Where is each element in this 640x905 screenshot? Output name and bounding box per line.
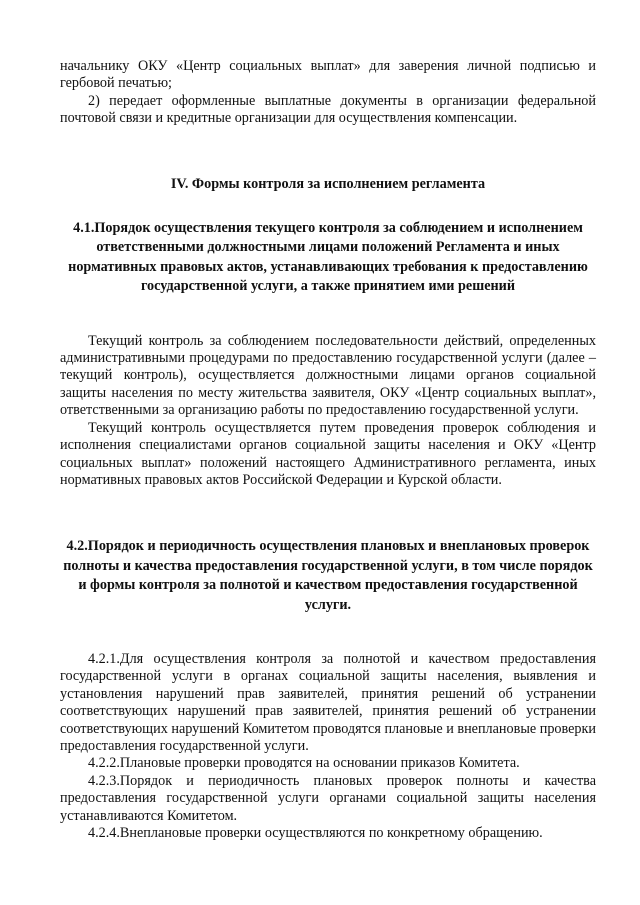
subsection-4-2-title: 4.2.Порядок и периодичность осуществления плановых и внеплановых проверок полноты и качества предоставления государственной услуги, в том числе порядок и формы контроля за полнотой и качеством предоставления государственной услуги. bbox=[63, 538, 593, 613]
subsection-4-2-paragraph-4: 4.2.4.Внеплановые проверки осуществляются по конкретному обращению. bbox=[88, 825, 543, 841]
intro-paragraph-2: 2) передает оформленные выплатные документы в организации федеральной почтовой связи и кредитные организации для осуществления компенсации. bbox=[60, 92, 596, 127]
subsection-4-1-paragraph-1: Текущий контроль за соблюдением последовательности действий, определенных административными процедурами по предоставлению государственной услуги (далее – текущий контроль), осуществляется должностными лицами органов социальной защиты населения по месту жительства заявителя, ОКУ «Центр социальных выплат», ответственными за организацию работы по предоставлению государственной услуги. bbox=[60, 332, 596, 419]
intro-paragraph-1: начальнику ОКУ «Центр социальных выплат» для заверения личной подписью и гербовой печатью; bbox=[60, 58, 596, 92]
subsection-4-1-paragraph-2: Текущий контроль осуществляется путем проведения проверок соблюдения и исполнения специалистами органов социальной защиты населения и ОКУ «Центр социальных выплат» положений настоящего Административного регламента, иных нормативных правовых актов Российской Федерации и Курской области. bbox=[60, 419, 596, 488]
subsection-4-1-title: 4.1.Порядок осуществления текущего контроля за соблюдением и исполнением ответственными должностными лицами положений Регламента и иных нормативных правовых актов, устанавливающих требования к предоставлению государственной услуги, а также принятием ими решений bbox=[68, 220, 588, 295]
document-page bbox=[60, 58, 596, 842]
subsection-4-2-paragraph-3: 4.2.3.Порядок и периодичность плановых проверок полноты и качества предоставления государственной услуги органами социальной защиты населения устанавливаются Комитетом. bbox=[60, 772, 596, 824]
subsection-4-2-paragraph-1: 4.2.1.Для осуществления контроля за полнотой и качеством предоставления государственной услуги в органах социальной защиты населения, выявления и установления нарушений прав заявителей, принятия решений об устранении соответствующих нарушений прав заявителей, принятия решений об устранении соответствующих нарушений Комитетом проводятся плановые и внеплановые проверки предоставления государственной услуги. bbox=[60, 650, 596, 754]
subsection-4-2-paragraph-2: 4.2.2.Плановые проверки проводятся на основании приказов Комитета. bbox=[88, 755, 520, 772]
section-4-title: IV. Формы контроля за исполнением регламента bbox=[170, 175, 486, 192]
